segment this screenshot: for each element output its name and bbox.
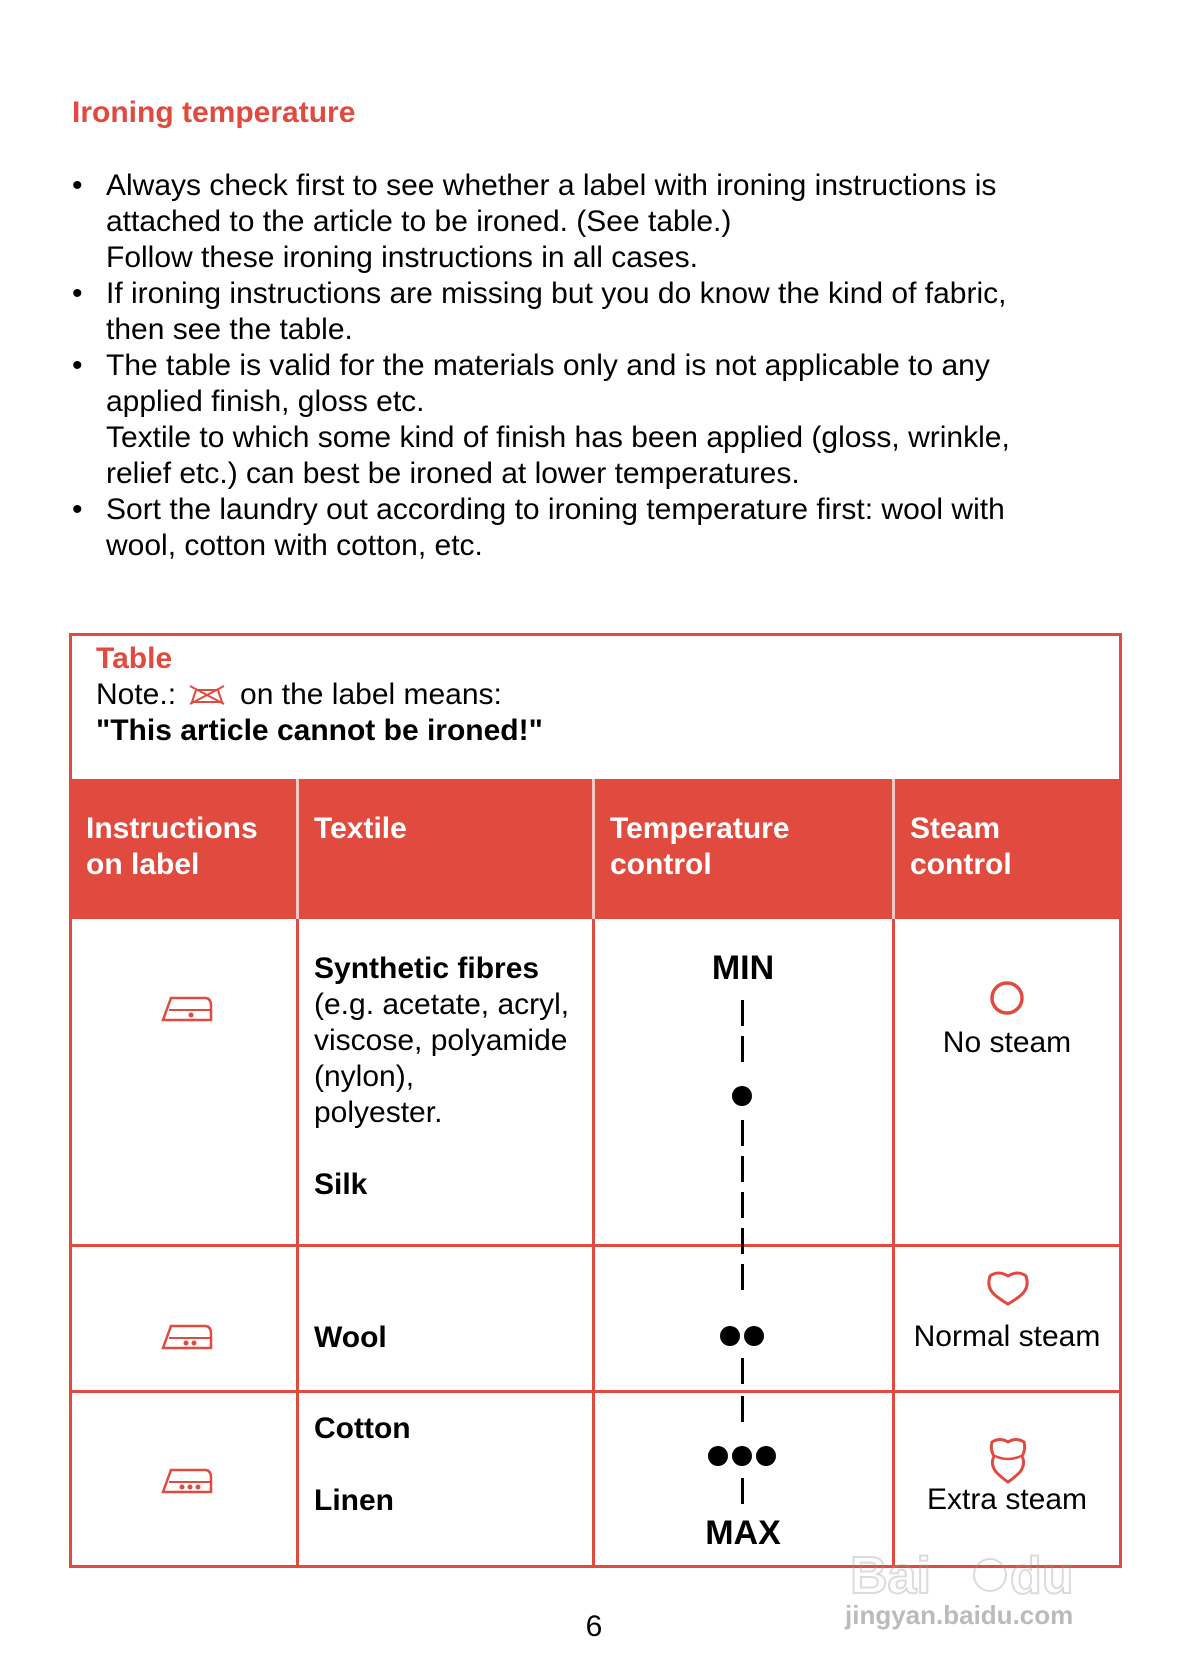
column-divider: [592, 919, 595, 1565]
header-text: Textile: [314, 812, 407, 845]
bullet-line: If ironing instructions are missing but you do know the kind of fabric,: [106, 277, 1007, 310]
steam-label: Extra steam: [926, 1483, 1088, 1516]
row-divider: [72, 1244, 592, 1247]
ironing-table: [69, 633, 1122, 1568]
textile-detail: (e.g. acetate, acryl,: [314, 988, 570, 1021]
bullet-dot: •: [72, 277, 83, 310]
scale-tick: [741, 1120, 744, 1146]
normal-steam-icon: [984, 1268, 1032, 1306]
no-steam-icon: [989, 980, 1025, 1016]
svg-text:du: du: [1010, 1547, 1074, 1605]
header-text: Temperature: [610, 812, 790, 845]
bullet-line: Sort the laundry out according to ironing temperature first: wool with: [106, 493, 1005, 526]
scale-tick: [741, 1396, 744, 1422]
bullet-line: wool, cotton with cotton, etc.: [106, 529, 483, 562]
bullet-line: relief etc.) can best be ironed at lower temperatures.: [106, 457, 800, 490]
scale-tick: [741, 1478, 744, 1504]
header-steam: [893, 779, 1119, 919]
temp-max-label: MAX: [705, 1514, 781, 1552]
textile-detail: viscose, polyamide: [314, 1024, 568, 1057]
header-text: Steam: [910, 812, 1001, 845]
header-textile: [297, 779, 593, 919]
header-temperature: [593, 779, 893, 919]
table-note: [72, 636, 1119, 779]
temp-dot: [756, 1446, 776, 1466]
temp-dot: [720, 1326, 740, 1346]
temp-dot: [708, 1446, 728, 1466]
no-iron-icon: [186, 682, 226, 708]
textile-linen: Linen: [314, 1484, 394, 1517]
bullet-line: Always check first to see whether a label with ironing instructions is: [106, 169, 997, 202]
column-divider: [892, 919, 895, 1565]
header-text: Instructions: [86, 812, 258, 845]
bullet-dot: •: [72, 493, 83, 526]
extra-steam-icon: [988, 1436, 1028, 1484]
bullet-line: applied finish, gloss etc.: [106, 385, 425, 418]
note-line: [96, 678, 502, 712]
bullet-line: The table is valid for the materials only and is not applicable to any: [106, 349, 990, 382]
row-divider: [892, 1244, 1119, 1247]
bullet-line: then see the table.: [106, 313, 353, 346]
svg-text:Bai: Bai: [850, 1547, 931, 1605]
iron-one-dot-icon: [161, 992, 213, 1024]
header-text: control: [910, 848, 1012, 881]
header-text: on label: [86, 848, 200, 881]
scale-tick: [741, 1228, 744, 1254]
header-divider: [592, 779, 595, 919]
note-warning: "This article cannot be ironed!": [96, 714, 543, 747]
textile-cotton: Cotton: [314, 1412, 411, 1445]
iron-three-dots-icon: [161, 1464, 213, 1496]
bullet-dot: •: [72, 349, 83, 382]
list-item: [72, 168, 1112, 276]
temp-dot: [744, 1326, 764, 1346]
bullet-line: Textile to which some kind of finish has been applied (gloss, wrinkle,: [106, 421, 1010, 454]
note-suffix: on the label means:: [240, 678, 502, 711]
textile-wool: Wool: [314, 1321, 387, 1354]
list-item: [72, 276, 1112, 348]
scale-tick: [741, 1358, 744, 1384]
page-title: Ironing temperature: [72, 96, 356, 129]
scale-tick: [741, 1264, 744, 1290]
list-item: [72, 492, 1112, 564]
bullet-dot: •: [72, 169, 83, 202]
scale-tick: [741, 1156, 744, 1182]
iron-two-dots-icon: [161, 1320, 213, 1352]
textile-name: Silk: [314, 1168, 368, 1201]
row-divider: [595, 1390, 892, 1393]
scale-tick: [741, 1000, 744, 1026]
column-divider: [296, 919, 299, 1565]
scale-tick: [741, 1192, 744, 1218]
textile-detail: polyester.: [314, 1096, 443, 1129]
row-divider: [72, 1390, 592, 1393]
bullet-line: attached to the article to be ironed. (See table.): [106, 205, 732, 238]
watermark-url: jingyan.baidu.com: [845, 1600, 1074, 1630]
row-divider: [892, 1390, 1119, 1393]
temp-dot: [732, 1086, 752, 1106]
header-divider: [892, 779, 895, 919]
textile-name: Synthetic fibres: [314, 952, 540, 985]
header-text: control: [610, 848, 712, 881]
header-instructions: [72, 779, 297, 919]
instruction-list: [72, 168, 1112, 564]
steam-label: Normal steam: [913, 1320, 1101, 1353]
temp-dot: [732, 1446, 752, 1466]
steam-label: No steam: [942, 1026, 1072, 1059]
bullet-line: Follow these ironing instructions in all cases.: [106, 241, 698, 274]
table-label: Table: [96, 642, 173, 675]
list-item: [72, 348, 1112, 492]
page-number: 6: [585, 1610, 603, 1643]
textile-detail: (nylon),: [314, 1060, 415, 1093]
textile-synthetic: [314, 951, 569, 1203]
note-prefix: Note.:: [96, 678, 177, 711]
header-divider: [296, 779, 299, 919]
scale-tick: [741, 1036, 744, 1062]
temp-min-label: MIN: [711, 949, 775, 987]
